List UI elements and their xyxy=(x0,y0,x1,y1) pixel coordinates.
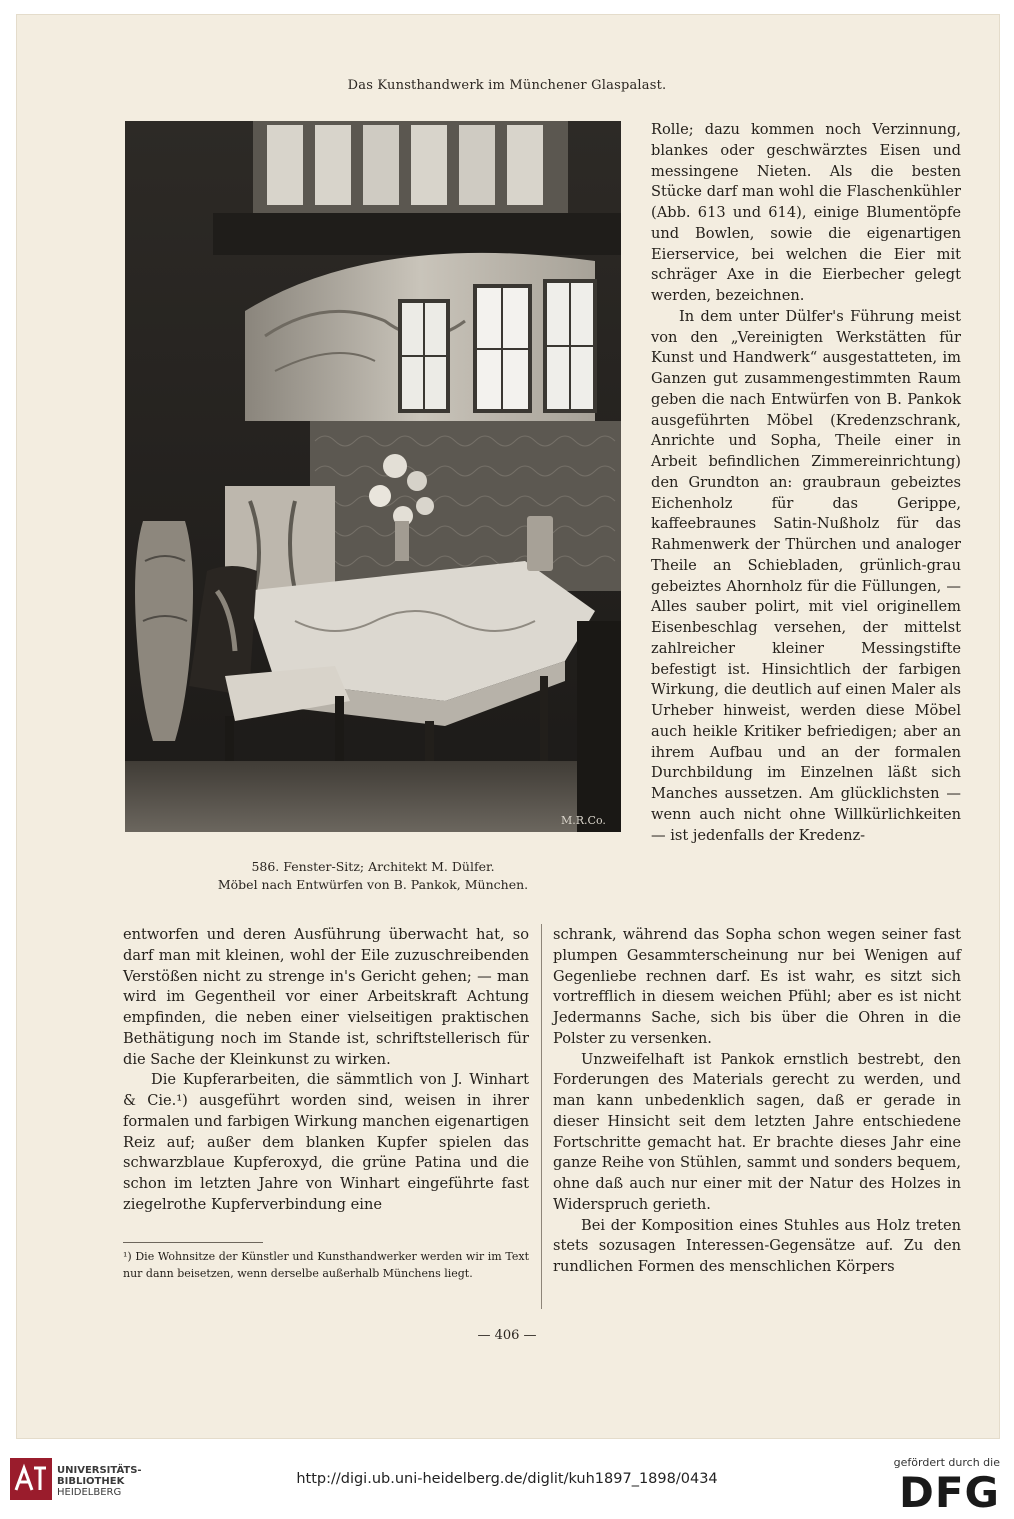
column-divider xyxy=(541,924,542,1309)
photo-illustration xyxy=(125,121,621,832)
university-library-name: UNIVERSITÄTS- BIBLIOTHEK HEIDELBERG xyxy=(57,1465,142,1498)
paragraph: Unzweifelhaft ist Pankok ernstlich bestrebt, den Forderungen des Materials gerecht zu werden, und man kann unbedenklich sagen, daß er gerade in dieser Hinsicht seit dem letzten Jahre entschiedene Fortschritte gemacht hat. Er brachte dieses Jahr eine ganze Reihe von Stühlen, sammt und sonders bequem, ohne daß auch nur einer mit der Natur des Holzes in Widerspruch gerieth. xyxy=(553,1050,961,1213)
dfg-logo: DFG xyxy=(898,1468,1000,1517)
paragraph: In dem unter Dülfer's Führung meist von den „Vereinigten Werkstätten für Kunst und Handwerk“ ausgestatteten, im Ganzen gut zusammengestimmten Raum geben die nach Entwürfen von B. Pankok ausgeführten Möbel (Kredenzschrank, Anrichte und Sopha, Theile einer in Arbeit befindlichen Zimmereinrichtung) den Grundton an: graubraun gebeiztes Eichenholz für das Gerippe, kaffeebraunes Satin-Nußholz für das Rahmenwerk der Thürchen und analoger Theile an Schiebladen, grünlich-grau gebeiztes Ahornholz für die Füllungen, — Alles sauber polirt, mit viel originellem Eisenbeschlag versehen, der mittelst zahlreicher kleiner Messingstifte befestigt ist. Hinsichtlich der farbigen Wirkung, die deutlich auf einen Maler als Urheber hinweist, werden diese Möbel auch heikle Kritiker befriedigen; aber an ihrem Aufbau und an der formalen Durchbildung im Einzelnen läßt sich Manches aussetzen. Am glücklichsten — wenn auch nicht ohne Willkürlichkeiten — ist jedenfalls der Kredenz- xyxy=(651,307,961,844)
tankard xyxy=(527,516,553,571)
figure-caption-line1: 586. Fenster-Sitz; Architekt M. Dülfer. xyxy=(251,859,495,874)
page-number: — 406 — xyxy=(477,1328,537,1343)
right-bottom-column xyxy=(553,925,961,1278)
viewer-footer xyxy=(0,1440,1014,1519)
right-column xyxy=(651,120,961,846)
left-column xyxy=(123,925,529,1216)
paragraph: Rolle; dazu kommen noch Verzinnung, blankes oder geschwärztes Eisen und messingene Nieten. Als die besten Stücke darf man wohl die Flaschenkühler (Abb. 613 und 614), einige Blumentöpfe und Bowlen, sowie die eigenartigen Eierservice, bei welchen die Eier mit schräger Axe in die Eierbecher gelegt werden, bezeichnen. xyxy=(651,121,961,304)
alcove-windows xyxy=(400,281,595,411)
footnote-rule xyxy=(123,1242,263,1243)
running-head: Das Kunsthandwerk im Münchener Glaspalast. xyxy=(347,78,667,93)
paragraph: Bei der Komposition eines Stuhles aus Holz treten stets sozusagen Interessen-Gegensätze auf. Zu den rundlichen Formen des menschlichen Körpers xyxy=(553,1216,961,1275)
footnote: ¹) Die Wohnsitze der Künstler und Kunsthandwerker werden wir im Text nur dann beisetzen, wenn derselbe außerhalb Münchens liegt. xyxy=(123,1250,529,1280)
paragraph: schrank, während das Sopha schon wegen seiner fast plumpen Gesammterscheinung nur bei Wenigen auf Gegenliebe rechnen darf. Es ist wahr, es sitzt sich vortrefflich in diesem weichen Pfühl; aber es ist nicht Jedermanns Sache, sich bis über die Ohren in die Polster zu versenken. xyxy=(553,926,961,1047)
photo-signature: M.R.Co. xyxy=(561,814,606,827)
figure-caption-line2: Möbel nach Entwürfen von B. Pankok, München. xyxy=(217,877,529,892)
funded-by-label: gefördert durch die xyxy=(893,1456,1000,1469)
paragraph: Die Kupferarbeiten, die sämmtlich von J. Winhart & Cie.¹) ausgeführt worden sind, weisen in ihrer formalen und farbigen Wirkung manchen eigenartigen Reiz auf; außer dem blanken Kupfer spielen das schwarzblaue Kupferoxyd, die grüne Patina und die schon im letzten Jahre von Winhart eingeführte fast ziegelrothe Kupferverbindung eine xyxy=(123,1071,529,1213)
figure-photo-window-seat xyxy=(125,121,621,832)
paragraph: entworfen und deren Ausführung überwacht hat, so darf man mit kleinen, wohl der Eile zuzuschreibenden Verstößen nicht zu strenge in's Gericht gehen; — man wird im Gegentheil vor einer Arbeitskraft Achtung empfinden, die neben einer vielseitigen praktischen Bethätigung noch im Stande ist, schriftstellerisch für die Sache der Kleinkunst zu wirken. xyxy=(123,926,529,1068)
permalink-url[interactable]: http://digi.ub.uni-heidelberg.de/diglit/kuh1897_1898/0434 xyxy=(296,1471,718,1487)
